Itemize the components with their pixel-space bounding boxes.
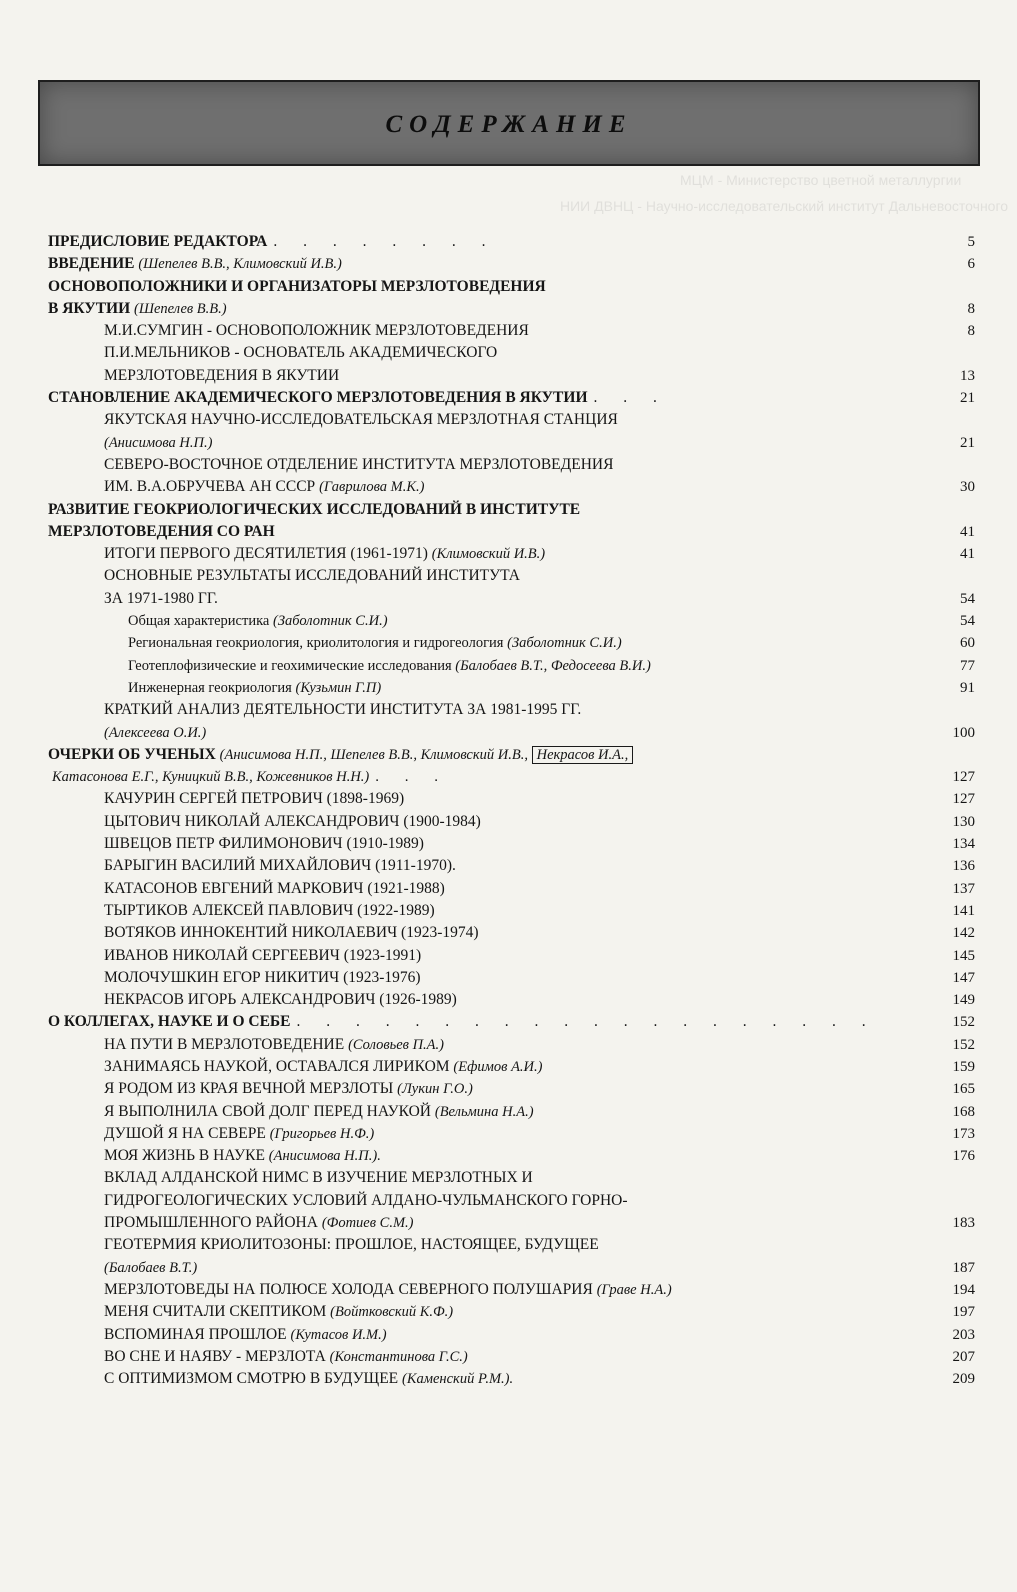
- toc-entry-page-number: 127: [952, 791, 975, 808]
- toc-entry[interactable]: [0, 320, 1017, 342]
- contents-header-bar: [38, 80, 980, 166]
- toc-entry[interactable]: [0, 922, 1017, 944]
- toc-entry-leader-dots: [542, 1058, 548, 1075]
- toc-entry[interactable]: [0, 610, 1017, 632]
- toc-entry[interactable]: [0, 1101, 1017, 1123]
- toc-entry-text: [104, 855, 462, 877]
- toc-entry[interactable]: [0, 677, 1017, 699]
- toc-entry[interactable]: [0, 231, 1017, 253]
- toc-entry[interactable]: [0, 967, 1017, 989]
- toc-entry-title: МОЯ ЖИЗНЬ В НАУКЕ: [104, 1147, 269, 1165]
- toc-entry-text: [104, 1368, 519, 1390]
- toc-entry-title: НЕКРАСОВ ИГОРЬ АЛЕКСАНДРОВИЧ (1926-1989): [104, 991, 457, 1009]
- toc-entry-page-number: 54: [960, 590, 975, 607]
- toc-entry-title: МЕРЗЛОТОВЕДЕНИЯ В ЯКУТИИ: [104, 366, 340, 384]
- toc-entry-leader-dots: [404, 790, 410, 807]
- toc-entry-page-number: 91: [960, 679, 975, 696]
- toc-entry-title: ТЫРТИКОВ АЛЕКСЕЙ ПАВЛОВИЧ (1922-1989): [104, 901, 435, 919]
- toc-entry-leader-dots: [633, 746, 639, 763]
- toc-entry-authors: (Балобаев В.Т.): [104, 1259, 198, 1276]
- toc-entry-text: [104, 1123, 380, 1145]
- contents-title: СОДЕРЖАНИЕ: [385, 111, 633, 138]
- toc-entry-leader-dots: [520, 567, 526, 584]
- toc-entry-title: Я ВЫПОЛНИЛА СВОЙ ДОЛГ ПЕРЕД НАУКОЙ: [104, 1102, 435, 1120]
- toc-entry-page-number: 152: [952, 1014, 975, 1031]
- toc-entry[interactable]: [0, 1056, 1017, 1078]
- toc-entry[interactable]: [0, 1368, 1017, 1390]
- toc-entry[interactable]: [0, 833, 1017, 855]
- toc-entry[interactable]: [0, 766, 1017, 788]
- toc-entry-text: [104, 476, 430, 498]
- toc-entry-title: ИВАНОВ НИКОЛАЙ СЕРГЕЕВИЧ (1923-1991): [104, 946, 422, 964]
- toc-entry-title: ПРОМЫШЛЕННОГО РАЙОНА: [104, 1214, 322, 1232]
- toc-entry-leader-dots: [651, 658, 657, 674]
- toc-entry-leader-dots: [468, 1348, 474, 1365]
- toc-entry-page-number: 183: [952, 1215, 975, 1232]
- toc-entry-text: [104, 1167, 539, 1189]
- toc-entry-page-number: 209: [952, 1371, 975, 1388]
- toc-entry-text: [104, 722, 212, 744]
- toc-entry-page-number: 207: [952, 1348, 975, 1365]
- toc-entry-text: [104, 811, 487, 833]
- toc-entry-text: [104, 1346, 474, 1368]
- toc-entry[interactable]: [0, 878, 1017, 900]
- toc-entry-page-number: 8: [967, 300, 975, 317]
- toc-entry[interactable]: [0, 989, 1017, 1011]
- toc-entry[interactable]: [0, 454, 1017, 476]
- toc-entry-page-number: 21: [960, 390, 975, 407]
- toc-entry[interactable]: [0, 945, 1017, 967]
- toc-entry[interactable]: [0, 342, 1017, 364]
- toc-entry-authors: (Заболотник С.И.): [272, 613, 388, 630]
- toc-entry-authors: (Шепелев В.В.): [134, 300, 227, 317]
- toc-entry-leader-dots: [497, 344, 503, 361]
- toc-entry-text: [48, 276, 552, 298]
- toc-entry-text: [104, 342, 503, 364]
- toc-entry[interactable]: [0, 565, 1017, 587]
- toc-entry-title: ИМ. В.А.ОБРУЧЕВА АН СССР: [104, 478, 320, 496]
- toc-entry[interactable]: [0, 543, 1017, 565]
- toc-entry-text: [104, 878, 451, 900]
- toc-entry[interactable]: [0, 276, 1017, 298]
- toc-entry[interactable]: [0, 387, 1017, 409]
- toc-entry[interactable]: [0, 1346, 1017, 1368]
- toc-entry-title: БАРЫГИН ВАСИЛИЙ МИХАЙЛОВИЧ (1911-1970).: [104, 857, 456, 875]
- toc-entry-authors: (Балобаев В.Т., Федосеева В.И.): [455, 657, 651, 674]
- toc-entry-text: [104, 900, 441, 922]
- toc-entry-leader-dots: [672, 1281, 678, 1298]
- toc-entry-leader-dots: . . .: [593, 389, 668, 407]
- toc-entry-title: МЕРЗЛОТОВЕДЕНИЯ СО РАН: [48, 522, 275, 540]
- toc-entry-authors: (Константинова Г.С.): [329, 1348, 468, 1365]
- toc-entry-page-number: 6: [967, 256, 975, 273]
- toc-entry-text: [104, 320, 535, 342]
- toc-entry[interactable]: [0, 499, 1017, 521]
- toc-entry-title: П.И.МЕЛЬНИКОВ - ОСНОВАТЕЛЬ АКАДЕМИЧЕСКОГО: [104, 344, 498, 362]
- toc-entry-title: ЗАНИМАЯСЬ НАУКОЙ, ОСТАВАЛСЯ ЛИРИКОМ: [104, 1057, 454, 1075]
- toc-entry-leader-dots: [473, 1080, 479, 1097]
- toc-entry[interactable]: [0, 1279, 1017, 1301]
- toc-entry-authors: (Григорьев Н.Ф.): [269, 1125, 375, 1142]
- toc-entry-text: [104, 565, 526, 587]
- toc-entry-title: ЯКУТСКАЯ НАУЧНО-ИССЛЕДОВАТЕЛЬСКАЯ МЕРЗЛОТНАЯ СТАНЦИЯ: [104, 411, 618, 429]
- toc-entry-leader-dots: [479, 924, 485, 941]
- toc-entry-title: ЗА 1971-1980 ГГ.: [104, 589, 218, 607]
- toc-entry-title: Я РОДОМ ИЗ КРАЯ ВЕЧНОЙ МЕРЗЛОТЫ: [104, 1080, 398, 1098]
- toc-entry-page-number: 41: [960, 523, 975, 540]
- toc-entry-authors: (Гаврилова М.К.): [319, 479, 425, 496]
- toc-entry-leader-dots: [457, 991, 463, 1008]
- toc-entry[interactable]: [0, 298, 1017, 320]
- toc-entry-leader-dots: . . . . . . . .: [273, 233, 497, 250]
- bleed-through-text: МЦМ - Министерство цветной металлургии: [680, 172, 962, 188]
- toc-entry-authors: (Заболотник С.И.): [507, 635, 622, 652]
- toc-entry-title: ИТОГИ ПЕРВОГО ДЕСЯТИЛЕТИЯ (1961-1971): [104, 545, 432, 563]
- toc-entry-leader-dots: [444, 1036, 450, 1053]
- toc-entry[interactable]: [0, 1301, 1017, 1323]
- toc-entry-page-number: 77: [960, 657, 975, 674]
- toc-entry-text: [104, 1324, 393, 1346]
- toc-entry-authors: (Анисимова Н.П.).: [268, 1148, 381, 1165]
- toc-entry-leader-dots: [421, 969, 427, 986]
- toc-entry-title: ДУШОЙ Я НА СЕВЕРЕ: [104, 1124, 270, 1142]
- toc-entry[interactable]: [0, 722, 1017, 744]
- toc-entry[interactable]: [0, 253, 1017, 275]
- toc-entry[interactable]: [0, 1078, 1017, 1100]
- toc-entry-leader-dots: [628, 1192, 634, 1209]
- toc-entry-title: СТАНОВЛЕНИЕ АКАДЕМИЧЕСКОГО МЕРЗЛОТОВЕДЕНИЯ В ЯКУТИИ: [48, 389, 588, 407]
- toc-entry-text: [104, 945, 427, 967]
- toc-entry-page-number: 141: [952, 902, 975, 919]
- toc-entry-title: ОСНОВОПОЛОЖНИКИ И ОРГАНИЗАТОРЫ МЕРЗЛОТОВЕДЕНИЯ: [48, 277, 546, 295]
- toc-entry[interactable]: [0, 788, 1017, 810]
- toc-entry-title: КАЧУРИН СЕРГЕЙ ПЕТРОВИЧ (1898-1969): [104, 790, 405, 808]
- toc-entry-page-number: 5: [967, 234, 975, 250]
- toc-entry-title: СЕВЕРО-ВОСТОЧНОЕ ОТДЕЛЕНИЕ ИНСТИТУТА МЕРЗЛОТОВЕДЕНИЯ: [104, 455, 614, 473]
- toc-entry-leader-dots: [424, 478, 430, 495]
- toc-entry-leader-dots: [342, 255, 348, 272]
- toc-entry-page-number: 194: [952, 1281, 975, 1298]
- toc-entry-text: [52, 766, 449, 788]
- toc-entry-authors: (Ефимов А.И.): [453, 1058, 543, 1075]
- toc-entry[interactable]: [0, 588, 1017, 610]
- toc-entry-page-number: 149: [952, 992, 975, 1009]
- toc-entry-page-number: 165: [952, 1081, 975, 1098]
- toc-entry-text: [104, 699, 587, 721]
- toc-entry-title: НА ПУТИ В МЕРЗЛОТОВЕДЕНИЕ: [104, 1035, 349, 1053]
- toc-entry[interactable]: [0, 365, 1017, 387]
- toc-entry-leader-dots: [545, 545, 551, 562]
- toc-entry-page-number: 127: [952, 769, 975, 786]
- toc-entry-leader-dots: [212, 434, 218, 451]
- toc-entry-leader-dots: [388, 613, 394, 629]
- toc-entry-leader-dots: [197, 1259, 203, 1276]
- toc-entry-page-number: 21: [960, 434, 975, 451]
- toc-entry-page-number: 173: [952, 1125, 975, 1142]
- toc-entry-text: [104, 409, 624, 431]
- toc-entry-leader-dots: [445, 880, 451, 897]
- toc-entry-text: [104, 1279, 678, 1301]
- toc-entry-text: [104, 1034, 450, 1056]
- toc-entry-authors: (Каменский Р.М.).: [402, 1371, 514, 1388]
- toc-entry-text: [48, 744, 639, 766]
- toc-entry-text: [104, 967, 427, 989]
- toc-entry[interactable]: [0, 855, 1017, 877]
- toc-entry[interactable]: [0, 1167, 1017, 1189]
- toc-entry[interactable]: [0, 1324, 1017, 1346]
- toc-entry-title: В ЯКУТИИ: [48, 299, 135, 317]
- toc-entry-authors: (Анисимова Н.П., Шепелев В.В., Климовский И.В.,: [219, 746, 532, 763]
- toc-entry[interactable]: [0, 476, 1017, 498]
- toc-entry-leader-dots: [622, 635, 628, 651]
- toc-entry-text: [104, 1190, 634, 1212]
- toc-entry-text: [128, 677, 387, 699]
- toc-entry[interactable]: [0, 432, 1017, 454]
- toc-entry-leader-dots: . . . . . . . . . . . . . . . . . . . .: [296, 1013, 877, 1031]
- toc-entry-authors: (Вельмина Н.А.): [434, 1103, 534, 1120]
- toc-entry-authors: (Фотиев С.М.): [321, 1215, 414, 1232]
- toc-entry-page-number: 203: [952, 1326, 975, 1343]
- toc-entry-title: КАТАСОНОВ ЕВГЕНИЙ МАРКОВИЧ (1921-1988): [104, 879, 445, 897]
- toc-entry-text: [104, 365, 345, 387]
- toc-entry-title: МЕРЗЛОТОВЕДЫ НА ПОЛЮСЕ ХОЛОДА СЕВЕРНОГО ПОЛУШАРИЯ: [104, 1280, 597, 1298]
- toc-entry-page-number: 134: [952, 836, 975, 853]
- toc-entry-text: [104, 1056, 548, 1078]
- toc-entry-leader-dots: [581, 701, 587, 718]
- toc-entry-text: [104, 1078, 479, 1100]
- toc-entry-page-number: 142: [952, 925, 975, 942]
- toc-entry[interactable]: [0, 744, 1017, 766]
- toc-entry-text: [104, 432, 218, 454]
- toc-entry-page-number: 60: [960, 635, 975, 652]
- toc-entry-page-number: 130: [952, 813, 975, 830]
- toc-entry-page-number: 145: [952, 947, 975, 964]
- toc-entry-text: [104, 543, 551, 565]
- toc-entry[interactable]: [0, 1034, 1017, 1056]
- toc-entry-title: ВКЛАД АЛДАНСКОЙ НИМС В ИЗУЧЕНИЕ МЕРЗЛОТНЫХ И: [104, 1169, 533, 1187]
- toc-entry-authors: (Шепелев В.В., Климовский И.В.): [138, 256, 342, 273]
- toc-entry-leader-dots: [435, 902, 441, 919]
- toc-entry-page-number: 159: [952, 1058, 975, 1075]
- toc-entry[interactable]: [0, 1234, 1017, 1256]
- toc-entry-page-number: 176: [952, 1148, 975, 1165]
- toc-entry-leader-dots: [533, 1169, 539, 1186]
- toc-entry-page-number: 100: [952, 724, 975, 741]
- toc-entry-authors: (Климовский И.В.): [431, 546, 546, 563]
- toc-entry-page-number: 30: [960, 479, 975, 496]
- toc-entry-text: [104, 1234, 605, 1256]
- toc-entry-title: ГЕОТЕРМИЯ КРИОЛИТОЗОНЫ: ПРОШЛОЕ, НАСТОЯЩЕЕ, БУДУЩЕЕ: [104, 1236, 599, 1254]
- toc-entry-text: [104, 833, 430, 855]
- toc-entry-leader-dots: [421, 947, 427, 964]
- toc-entry[interactable]: [0, 655, 1017, 677]
- toc-entry-authors: (Соловьев П.А.): [348, 1036, 444, 1053]
- toc-entry-title: Региональная геокриология, криолитология и гидрогеология: [128, 635, 508, 652]
- toc-entry-leader-dots: [381, 680, 387, 696]
- toc-entry-leader-dots: [413, 1214, 419, 1231]
- toc-entry[interactable]: [0, 521, 1017, 543]
- toc-entry-leader-dots: [513, 1370, 519, 1387]
- toc-entry-title: ЦЫТОВИЧ НИКОЛАЙ АЛЕКСАНДРОВИЧ (1900-1984): [104, 812, 481, 830]
- toc-entry[interactable]: [0, 632, 1017, 654]
- toc-entry-title: ПРЕДИСЛОВИЕ РЕДАКТОРА: [48, 233, 268, 250]
- toc-entry-text: [104, 1212, 419, 1234]
- toc-entry-text: [104, 588, 224, 610]
- toc-entry-leader-dots: [618, 411, 624, 428]
- toc-entry-title: Геотеплофизические и геохимические исследования: [128, 657, 456, 674]
- toc-entry-text: [104, 1257, 203, 1279]
- toc-entry-leader-dots: [381, 1147, 387, 1164]
- toc-entry-title: С ОПТИМИЗМОМ СМОТРЮ В БУДУЩЕЕ: [104, 1370, 403, 1388]
- toc-entry-page-number: 13: [960, 367, 975, 384]
- toc-entry-authors: (Граве Н.А.): [596, 1281, 672, 1298]
- toc-entry-text: [48, 1011, 877, 1033]
- toc-entry-title: М.И.СУМГИН - ОСНОВОПОЛОЖНИК МЕРЗЛОТОВЕДЕНИЯ: [104, 322, 529, 340]
- toc-entry-leader-dots: [546, 278, 552, 295]
- toc-entry[interactable]: [0, 1190, 1017, 1212]
- toc-entry-leader-dots: [387, 1326, 393, 1343]
- toc-entry-leader-dots: [529, 322, 535, 339]
- toc-entry-leader-dots: [339, 367, 345, 384]
- toc-entry-title: ОСНОВНЫЕ РЕЗУЛЬТАТЫ ИССЛЕДОВАНИЙ ИНСТИТУТА: [104, 567, 520, 585]
- toc-entry-authors: (Лукин Г.О.): [397, 1081, 473, 1098]
- toc-entry-text: [104, 989, 463, 1011]
- toc-entry-text: [104, 1301, 459, 1323]
- table-of-contents: [0, 231, 1017, 1390]
- toc-entry-text: [128, 655, 657, 677]
- toc-entry-page-number: 136: [952, 858, 975, 875]
- toc-entry-page-number: 147: [952, 969, 975, 986]
- toc-entry-text: [48, 387, 668, 409]
- toc-entry-title: КРАТКИЙ АНАЛИЗ ДЕЯТЕЛЬНОСТИ ИНСТИТУТА ЗА 1981-1995 ГГ.: [104, 701, 582, 719]
- toc-entry-leader-dots: . . .: [375, 769, 449, 786]
- toc-entry[interactable]: [0, 1212, 1017, 1234]
- toc-entry-text: [104, 922, 485, 944]
- toc-entry-text: [48, 521, 281, 543]
- toc-entry-page-number: 197: [952, 1304, 975, 1321]
- toc-entry-authors: Катасонова Е.Г., Куницкий В.В., Кожевников Н.Н.): [52, 769, 370, 786]
- toc-entry-title: ШВЕЦОВ ПЕТР ФИЛИМОНОВИЧ (1910-1989): [104, 835, 424, 853]
- toc-entry-title: ВОТЯКОВ ИННОКЕНТИЙ НИКОЛАЕВИЧ (1923-1974): [104, 924, 479, 942]
- toc-entry-page-number: 168: [952, 1103, 975, 1120]
- toc-entry-leader-dots: [534, 1103, 540, 1120]
- toc-entry-title: МЕНЯ СЧИТАЛИ СКЕПТИКОМ: [104, 1303, 331, 1321]
- toc-entry[interactable]: [0, 409, 1017, 431]
- toc-entry-text: [48, 499, 586, 521]
- toc-entry-leader-dots: [456, 857, 462, 874]
- toc-entry-title: О КОЛЛЕГАХ, НАУКЕ И О СЕБЕ: [48, 1013, 291, 1031]
- toc-entry[interactable]: [0, 1145, 1017, 1167]
- toc-entry-text: [128, 632, 628, 654]
- toc-entry-page-number: 187: [952, 1259, 975, 1276]
- toc-entry-leader-dots: [275, 523, 281, 540]
- bleed-through-text: НИИ ДВНЦ - Научно-исследовательский институт Дальневосточного: [560, 198, 1009, 214]
- toc-entry-leader-dots: [227, 300, 233, 317]
- toc-entry-text: [104, 788, 410, 810]
- toc-entry-title: ВВЕДЕНИЕ: [48, 255, 139, 273]
- toc-entry[interactable]: [0, 699, 1017, 721]
- toc-entry-text: [104, 1145, 387, 1167]
- toc-entry-text: [48, 253, 348, 275]
- toc-entry[interactable]: [0, 900, 1017, 922]
- toc-entry-page-number: 54: [960, 613, 975, 630]
- toc-entry-leader-dots: [580, 501, 586, 518]
- toc-entry-text: [48, 298, 233, 320]
- toc-entry-title: ОЧЕРКИ ОБ УЧЕНЫХ: [48, 745, 220, 763]
- toc-entry-title: Инженерная геокриология: [128, 679, 296, 696]
- toc-entry[interactable]: [0, 1123, 1017, 1145]
- toc-entry-page-number: 137: [952, 880, 975, 897]
- toc-entry-title: ГИДРОГЕОЛОГИЧЕСКИХ УСЛОВИЙ АЛДАНО-ЧУЛЬМАНСКОГО ГОРНО-: [104, 1191, 628, 1209]
- toc-entry[interactable]: [0, 811, 1017, 833]
- toc-entry-authors: (Алексеева О.И.): [104, 724, 207, 741]
- toc-entry-title: МОЛОЧУШКИН ЕГОР НИКИТИЧ (1923-1976): [104, 968, 421, 986]
- toc-entry[interactable]: [0, 1011, 1017, 1033]
- toc-entry-leader-dots: [218, 590, 224, 607]
- toc-entry-leader-dots: [374, 1125, 380, 1142]
- toc-entry-leader-dots: [599, 1236, 605, 1253]
- toc-entry-text: [48, 231, 497, 253]
- toc-entry-page-number: 41: [960, 546, 975, 563]
- toc-entry-leader-dots: [453, 1303, 459, 1320]
- toc-entry-authors: (Кузьмин Г.П): [295, 679, 382, 696]
- toc-entry-page-number: 8: [967, 323, 975, 340]
- toc-entry-title: ВСПОМИНАЯ ПРОШЛОЕ: [104, 1325, 291, 1343]
- toc-entry-text: [128, 610, 394, 632]
- toc-entry-authors: (Анисимова Н.П.): [104, 434, 213, 451]
- toc-entry-leader-dots: [424, 835, 430, 852]
- toc-entry-text: [104, 454, 619, 476]
- toc-entry-title: РАЗВИТИЕ ГЕОКРИОЛОГИЧЕСКИХ ИССЛЕДОВАНИЙ В ИНСТИТУТЕ: [48, 500, 581, 518]
- toc-entry-title: Общая характеристика: [128, 613, 273, 630]
- toc-entry-authors: (Кутасов И.М.): [290, 1326, 387, 1343]
- toc-entry-leader-dots: [206, 724, 212, 741]
- toc-entry-title: ВО СНЕ И НАЯВУ - МЕРЗЛОТА: [104, 1347, 330, 1365]
- toc-entry-authors: (Войтковский К.Ф.): [330, 1304, 454, 1321]
- toc-entry-leader-dots: [481, 813, 487, 830]
- toc-entry-leader-dots: [613, 456, 619, 473]
- toc-entry-boxed-author: Некрасов И.А.,: [532, 746, 634, 764]
- toc-entry-text: [104, 1101, 540, 1123]
- toc-entry-page-number: 152: [952, 1036, 975, 1053]
- toc-entry[interactable]: [0, 1257, 1017, 1279]
